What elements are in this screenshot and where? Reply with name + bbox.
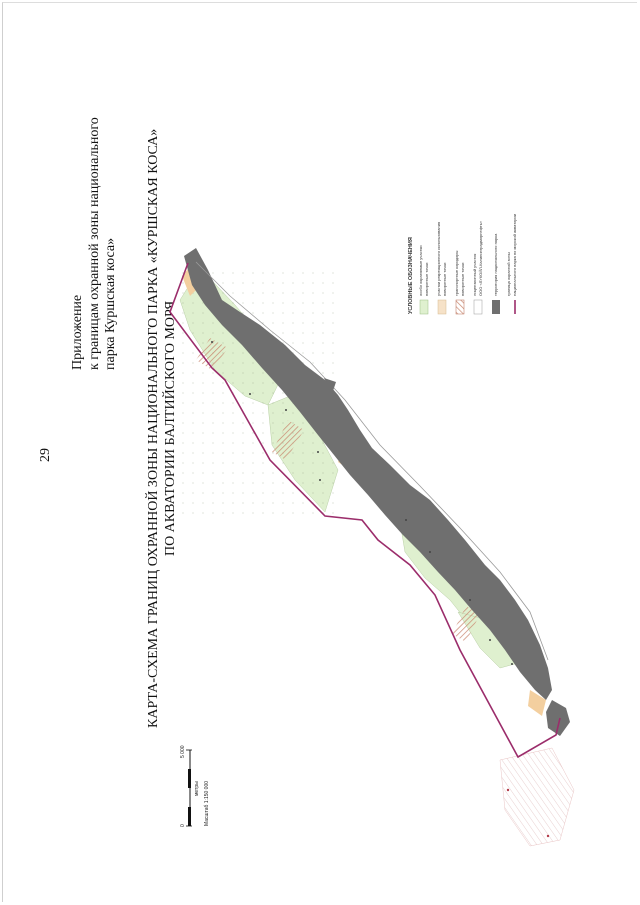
appendix-line-2: к границам охранной зоны национального bbox=[86, 117, 102, 370]
legend-label-recreation: участки рекреационного использования bbox=[436, 221, 441, 296]
map-title-line-1: КАРТА-СХЕМА ГРАНИЦ ОХРАННОЙ ЗОНЫ НАЦИОНАЛЬНОГО ПАРКА «КУРШСКАЯ КОСА» bbox=[146, 128, 161, 728]
legend-label-boundary: граница охранной зоны bbox=[506, 252, 511, 296]
scale-label: Масштаб 1:150 000 bbox=[204, 780, 210, 826]
legend bbox=[408, 214, 517, 314]
legend-sublabel-boundary: национального парка по морской акватории bbox=[512, 214, 517, 296]
legend-swatch-corridor bbox=[456, 300, 464, 314]
scale-bar bbox=[180, 745, 210, 827]
scale-max: 5 000 bbox=[180, 745, 186, 758]
appendix-line-1: Приложение bbox=[70, 294, 85, 370]
legend-swatch-protected bbox=[420, 300, 428, 314]
legend-label-protected: особо охраняемые участки bbox=[418, 245, 423, 296]
scale-unit: метры bbox=[194, 781, 200, 796]
appendix-line-3: парка Куршская коса» bbox=[103, 237, 119, 370]
legend-sublabel-protected: поворотные точки bbox=[424, 262, 429, 296]
legend-label-park: территория национального парка bbox=[493, 233, 498, 296]
legend-swatch-licensed bbox=[474, 300, 482, 314]
map-title-line-2: ПО АКВАТОРИИ БАЛТИЙСКОГО МОРЯ bbox=[162, 300, 178, 557]
legend-swatch-recreation bbox=[438, 300, 446, 314]
legend-sublabel-corridor: поворотные точки bbox=[460, 262, 465, 296]
legend-sublabel-licensed: ООО «ЛУКОЙЛ-Калининградморнефть» bbox=[478, 220, 483, 296]
legend-label-corridor: транспортные коридоры bbox=[454, 250, 459, 296]
legend-swatch-park bbox=[492, 300, 500, 314]
page-number: 29 bbox=[38, 448, 53, 462]
legend-sublabel-recreation: поворотные точки bbox=[442, 262, 447, 296]
legend-title: УСЛОВНЫЕ ОБОЗНАЧЕНИЯ bbox=[408, 237, 414, 314]
legend-label-licensed: лицензионный участок bbox=[472, 253, 477, 296]
licensed-area bbox=[500, 748, 574, 846]
scale-zero: 0 bbox=[180, 824, 186, 827]
